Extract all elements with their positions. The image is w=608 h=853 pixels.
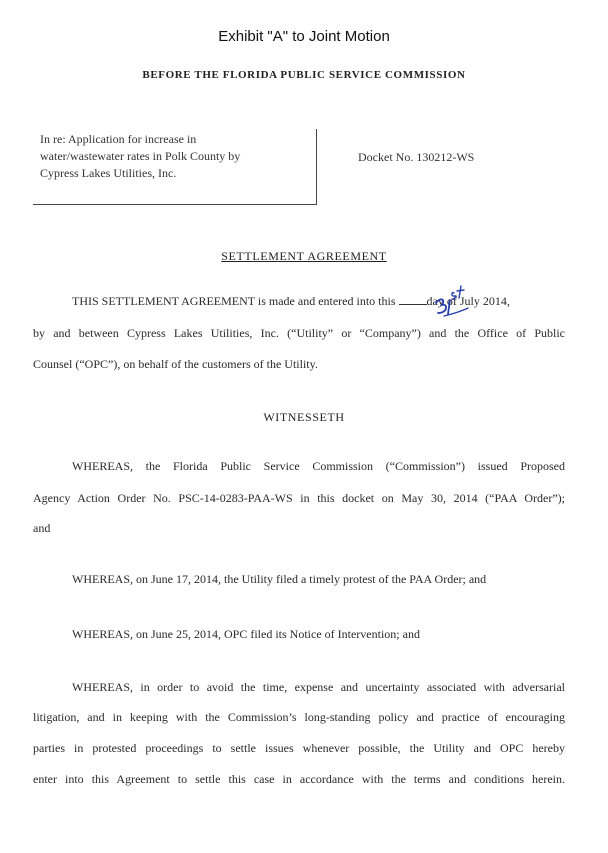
whereas-3: WHEREAS, on June 25, 2014, OPC filed its Notice of Intervention; and [72, 627, 420, 641]
whereas-4-line-4: enter into this Agreement to settle this case in accordance with the terms and conditions herein. [33, 772, 565, 786]
caption-line: Cypress Lakes Utilities, Inc. [40, 166, 177, 180]
intro-text-after: day of July 2014, [426, 294, 510, 308]
whereas-2: WHEREAS, on June 17, 2014, the Utility filed a timely protest of the PAA Order; and [72, 572, 487, 586]
whereas-1-line-3: and [33, 521, 51, 535]
exhibit-title: Exhibit "A" to Joint Motion [218, 28, 390, 45]
agreement-title [0, 249, 608, 264]
date-blank [399, 294, 427, 305]
witnesseth-heading: WITNESSETH [263, 410, 345, 424]
whereas-4-line-1: WHEREAS, in order to avoid the time, expense and uncertainty associated with adversarial [72, 680, 565, 694]
handwritten-day-signature [430, 283, 470, 319]
intro-text-before: THIS SETTLEMENT AGREEMENT is made and entered into this [72, 294, 396, 308]
whereas-1-line-2: Agency Action Order No. PSC-14-0283-PAA-WS in this docket on May 30, 2014 (“PAA Order”); [33, 491, 565, 505]
whereas-1-line-1: WHEREAS, the Florida Public Service Commission (“Commission”) issued Proposed [72, 459, 565, 473]
court-heading: BEFORE THE FLORIDA PUBLIC SERVICE COMMISSION [142, 69, 466, 81]
intro-line-3: Counsel (“OPC”), on behalf of the customers of the Utility. [33, 357, 318, 371]
intro-line-2: by and between Cypress Lakes Utilities, Inc. (“Utility” or “Company”) and the Office of Public [33, 326, 565, 340]
whereas-4-line-2: litigation, and in keeping with the Commission’s long-standing policy and practice of encouraging [33, 710, 565, 724]
case-caption [40, 131, 240, 182]
caption-line: water/wastewater rates in Polk County by [40, 149, 241, 163]
docket-number: Docket No. 130212-WS [358, 150, 475, 164]
agreement-title-text: SETTLEMENT AGREEMENT [221, 249, 387, 263]
caption-line: In re: Application for increase in [40, 132, 197, 146]
whereas-4-line-3: parties in protested proceedings to settle issues whenever possible, the Utility and OPC hereby [33, 741, 565, 755]
